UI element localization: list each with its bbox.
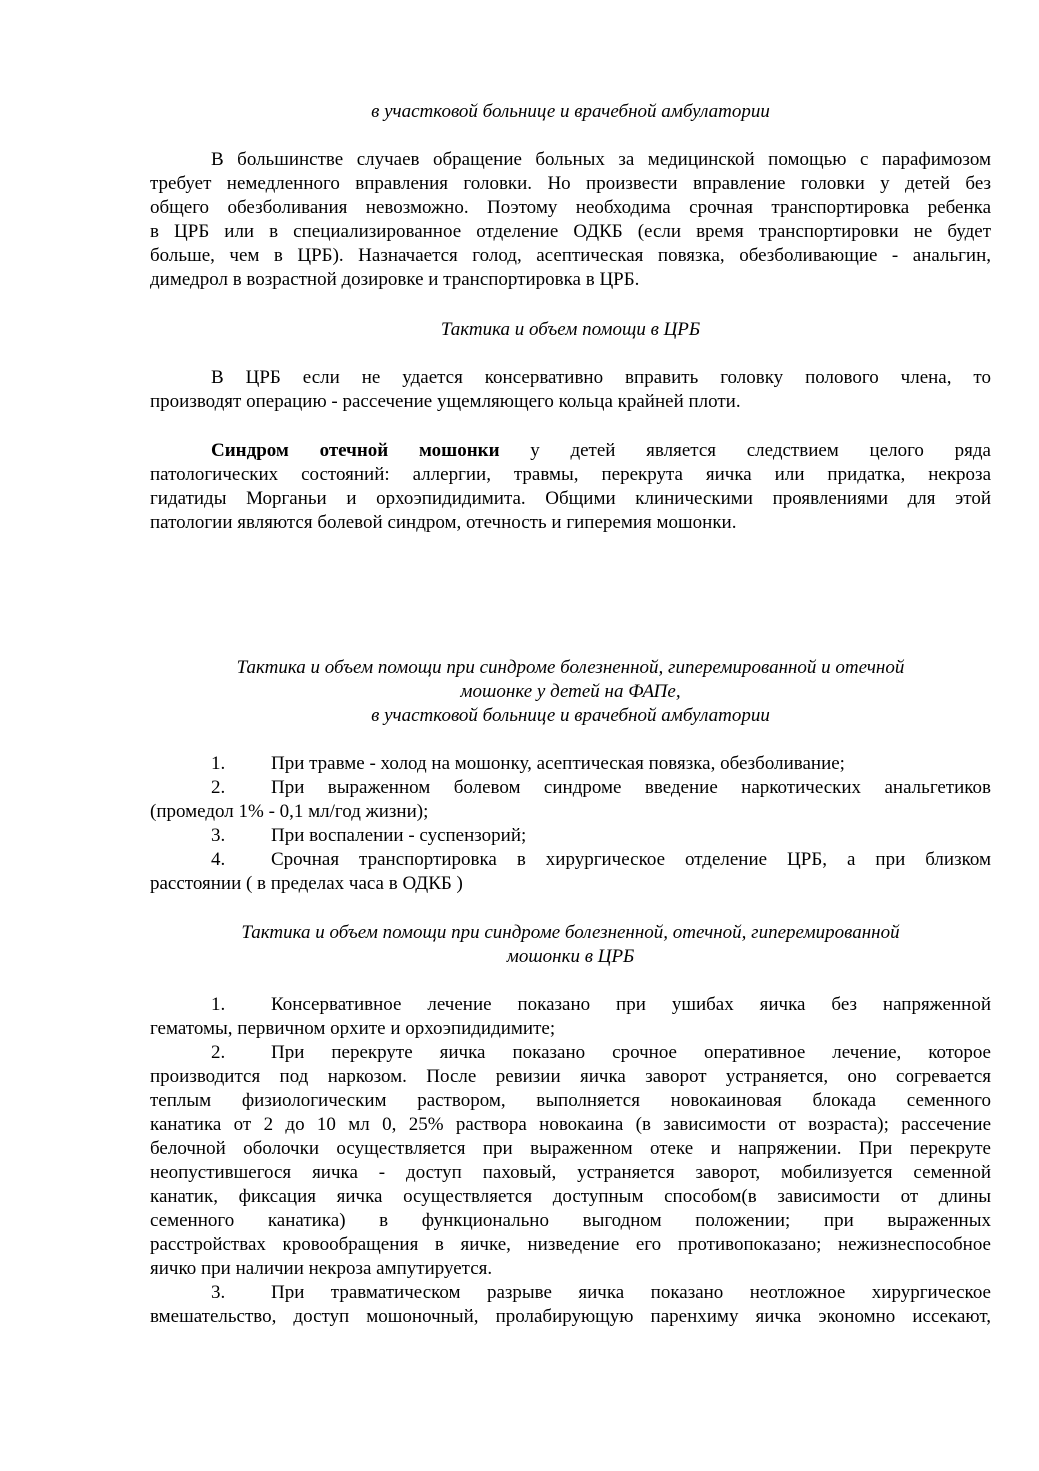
text-line: больше, чем в ЦРБ). Назначается голод, асептическая повязка, обезболивающие - анальгин, — [150, 245, 991, 266]
section-heading-crb — [150, 318, 991, 342]
text-line: общего обезболивания невозможно. Поэтому необходима срочная транспортировка ребенка — [150, 197, 991, 218]
text-line: требует немедленного вправления головки. Но произвести вправление головки у детей без — [150, 173, 991, 194]
text-line: (промедол 1% - 0,1 мл/год жизни); — [150, 801, 429, 822]
text-line: канатик, фиксация яичка осуществляется доступным способом(в зависимости от длины — [150, 1186, 991, 1207]
heading-line: Тактика и объем помощи при синдроме болезненной, отечной, гиперемированной — [241, 922, 900, 943]
text-fragment: При выраженном болевом синдроме введение наркотических анальгетиков — [271, 777, 991, 798]
heading-line: мошонки в ЦРБ — [506, 946, 635, 967]
heading-line: Тактика и объем помощи при синдроме болезненной, гиперемированной и отечной — [236, 657, 905, 678]
list-number: 2. — [211, 1042, 226, 1063]
text-line: гематомы, первичном орхите и орхоэпидидимите; — [150, 1018, 556, 1039]
list-item — [150, 776, 991, 800]
text-fragment: у детей является следствием целого ряда — [499, 440, 991, 461]
list-item — [150, 752, 991, 776]
text-line: расстройствах кровообращения в яичке, низведение его противопоказано; нежизнеспособное — [150, 1234, 991, 1255]
list-number: 2. — [211, 777, 226, 798]
paragraph-paraphimosis — [150, 148, 991, 292]
bold-term: Синдром отечной мошонки — [211, 440, 500, 461]
list-crb-measures — [150, 993, 991, 1329]
list-item — [150, 848, 991, 872]
list-number: 1. — [211, 753, 226, 774]
heading-line: в участковой больнице и врачебной амбулатории — [371, 705, 770, 726]
text-line: производят операцию - рассечение ущемляющего кольца крайней плоти. — [150, 391, 741, 412]
text-line: расстоянии ( в пределах часа в ОДКБ ) — [150, 873, 463, 894]
text-line: вмешательство, доступ мошоночный, пролабирующую паренхиму яичка экономно иссекают, — [150, 1306, 991, 1327]
list-item — [150, 1041, 991, 1065]
list-number: 4. — [211, 849, 226, 870]
text-fragment: При воспалении - суспензорий; — [271, 825, 527, 846]
paragraph-crb-operation — [150, 366, 991, 414]
text-line: теплым физиологическим раствором, выполняется новокаиновая блокада семенного — [150, 1090, 991, 1111]
text-fragment: Консервативное лечение показано при ушибах яичка без напряженной — [271, 994, 991, 1015]
list-item — [150, 1281, 991, 1305]
text-line: семенного канатика) в функционально выгодном положении; при выраженных — [150, 1210, 991, 1231]
list-number: 3. — [211, 825, 226, 846]
text-line: в ЦРБ или в специализированное отделение ОДКБ (если время транспортировки не будет — [150, 221, 991, 242]
heading-line: мошонке у детей на ФАПе, — [460, 681, 681, 702]
section-heading-crb-scrotum — [150, 921, 991, 969]
paragraph-scrotal-syndrome — [150, 439, 991, 535]
text-line: яичко при наличии некроза ампутируется. — [150, 1258, 493, 1279]
text-line: неопустившегося яичка - доступ паховый, устраняется заворот, мобилизуется семенной — [150, 1162, 991, 1183]
heading-line: в участковой больнице и врачебной амбулатории — [371, 101, 770, 122]
section-heading-fap — [150, 656, 991, 728]
text-line: производится под наркозом. После ревизии яичка заворот устраняется, оно согревается — [150, 1066, 991, 1087]
text-fragment: При перекруте яичка показано срочное оперативное лечение, которое — [271, 1042, 991, 1063]
text-line: белочной оболочки осуществляется при выраженном отеке и напряжении. При перекруте — [150, 1138, 991, 1159]
text-line: канатика от 2 до 10 мл 0, 25% раствора новокаина (в зависимости от возраста); рассечение — [150, 1114, 991, 1135]
list-item — [150, 993, 991, 1017]
list-number: 1. — [211, 994, 226, 1015]
list-item — [150, 824, 991, 848]
text-line: димедрол в возрастной дозировке и транспортировка в ЦРБ. — [150, 269, 640, 290]
text-line: гидатиды Морганьи и орхоэпидидимита. Общими клиническими проявлениями для этой — [150, 488, 991, 509]
text-line: патологии являются болевой синдром, отечность и гиперемия мошонки. — [150, 512, 737, 533]
list-number: 3. — [211, 1282, 226, 1303]
text-line: В ЦРБ если не удается консервативно вправить головку полового члена, то — [211, 367, 991, 388]
heading-line: Тактика и объем помощи в ЦРБ — [440, 319, 701, 340]
list-fap-measures — [150, 752, 991, 896]
text-line — [150, 439, 991, 463]
section-heading-ambulatory — [150, 100, 991, 124]
text-line: В большинстве случаев обращение больных за медицинской помощью с парафимозом — [211, 149, 991, 170]
text-fragment: При травме - холод на мошонку, асептическая повязка, обезболивание; — [271, 753, 845, 774]
text-fragment: При травматическом разрыве яичка показано неотложное хирургическое — [271, 1282, 991, 1303]
text-line: патологических состояний: аллергии, травмы, перекрута яичка или придатка, некроза — [150, 464, 991, 485]
text-fragment: Срочная транспортировка в хирургическое отделение ЦРБ, а при близком — [271, 849, 991, 870]
